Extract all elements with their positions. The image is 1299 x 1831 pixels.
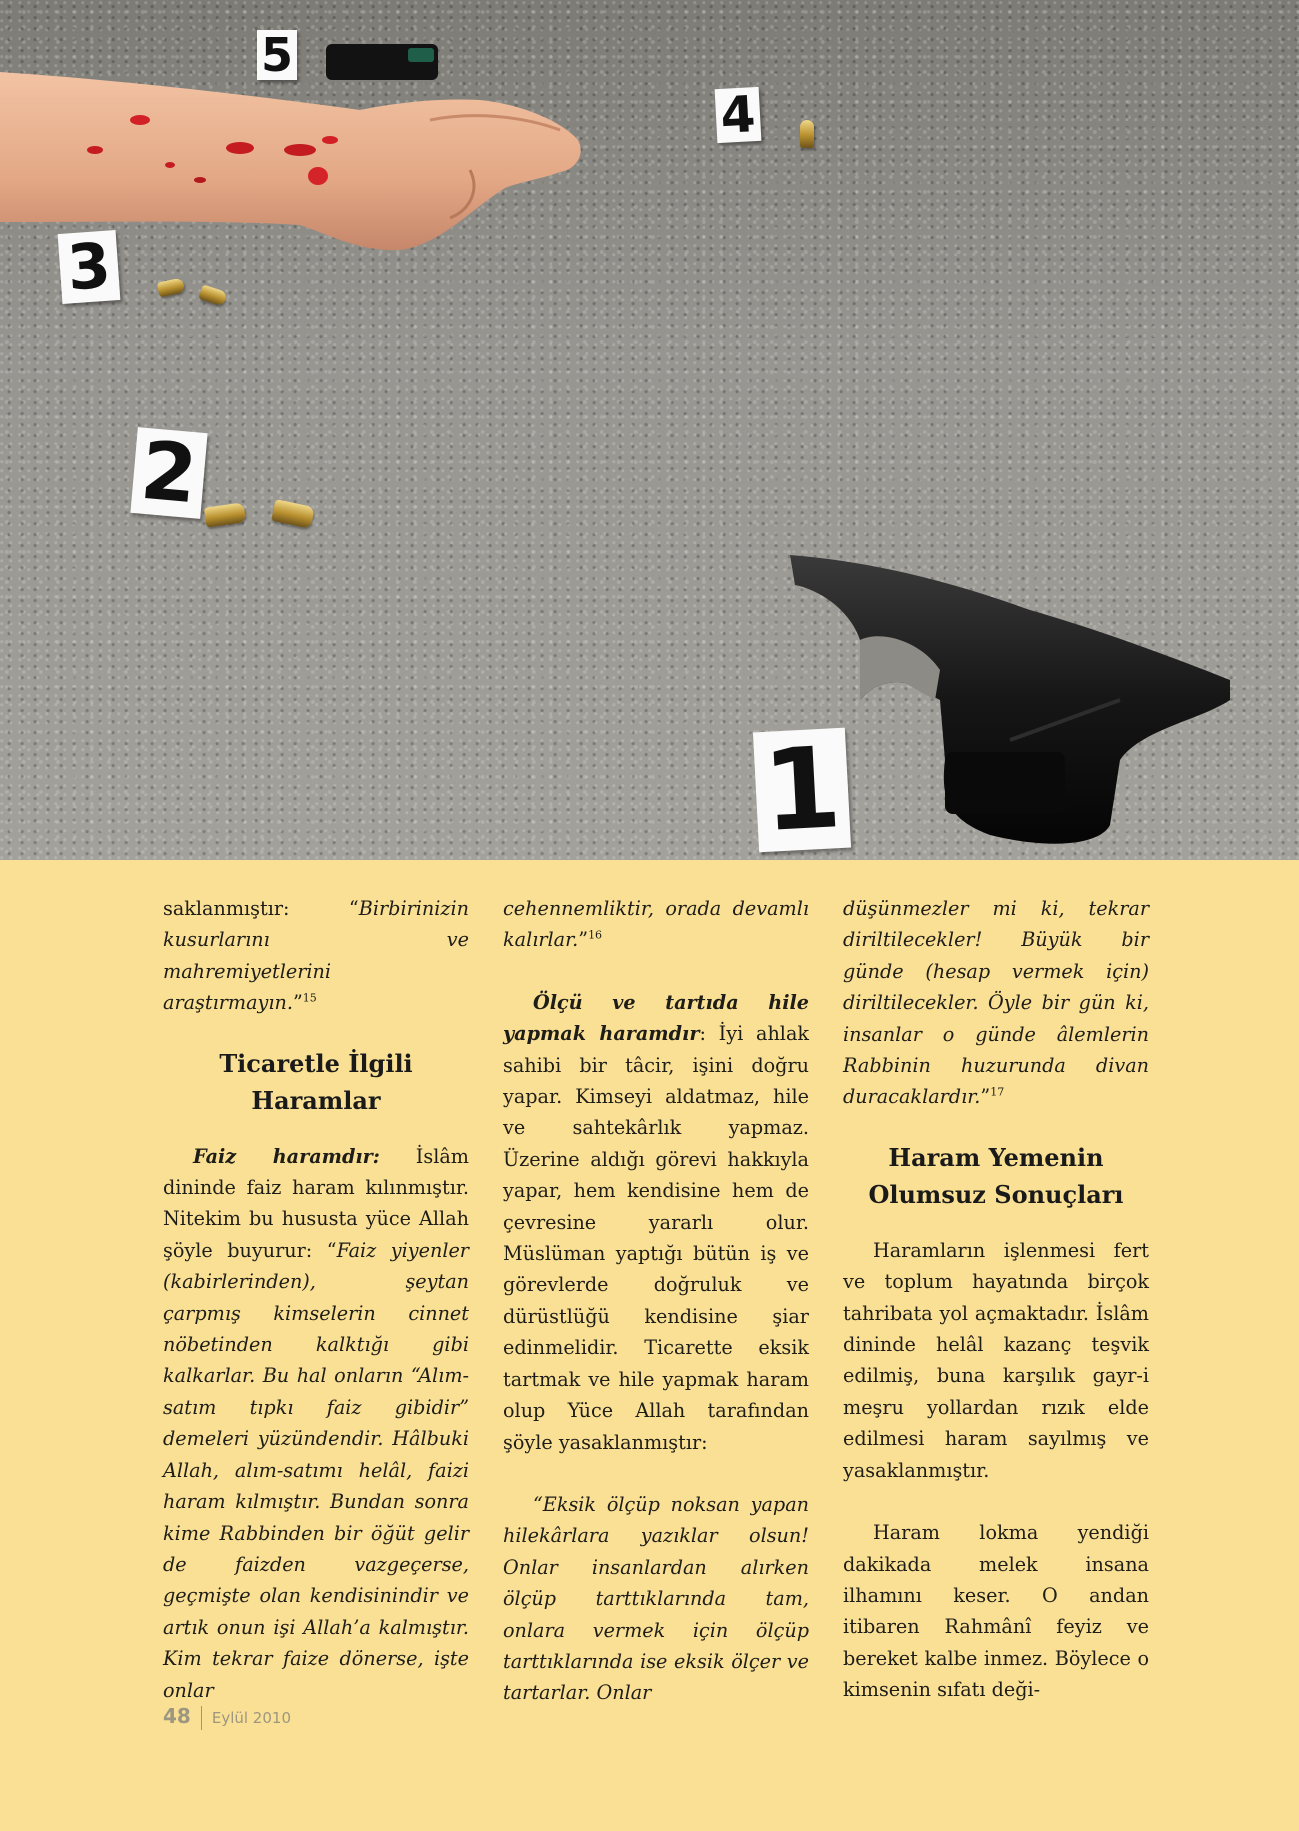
- section-heading: Haram Yemenin Olumsuz Sonuçları: [868, 1142, 1124, 1209]
- footnote-ref: 16: [588, 929, 603, 943]
- paragraph: Ölçü ve tartıda hile yapmak haramdır: İyi ahlak sahibi bir tâcir, işini doğru yapar. Kimseyi aldatmaz, hile ve sahtekârlık yapmaz. Üzerine aldığı görevi hakkıyla yapar, hem kendisine hem de çevresine yararlı olur. Müslüman yaptığı bütün iş ve görevlerde doğruluk ve dürüstlüğü kendisine şiar edinmelidir. Ticarette eksik tartmak ve hile yapmak haram olup Yüce Allah tarafından şöyle yasaklanmıştır:: [503, 990, 810, 1454]
- divider: [201, 1706, 202, 1730]
- footnote-ref: 15: [302, 991, 317, 1005]
- paragraph: Faiz haramdır: İslâm dininde faiz haram kılınmıştır. Nitekim bu hususta yüce Allah şöyle buyurur: “Faiz yiyenler (kabirlerinden), şeytan çarpmış kimselerin cinnet nöbetinden kalktığı gibi kalkarlar. Bu hal onların “Alım-satım tıpkı faiz gibidir” demeleri yüzündendir. Hâlbuki Allah, alım-satımı helâl, faizi haram kılmıştır. Bundan sonra kime Rabbinden bir öğüt gelir de faizden vazgeçerse, geçmişte olan kendisinindir ve artık onun işi Allah’a kalmıştır. Kim tekrar faize dönerse, işte onlar: [163, 1144, 470, 1702]
- arm: [0, 72, 581, 250]
- paragraph: cehennemliktir, orada devamlı kalırlar.”$^{16}$: [503, 897, 809, 952]
- column-1: [163, 893, 469, 1706]
- column-2: [503, 893, 809, 1709]
- section-heading: Ticaretle İlgili Haramlar: [219, 1048, 413, 1115]
- crime-scene-photo: [0, 0, 1299, 860]
- paragraph: Haramların işlenmesi fert ve toplum hayatında birçok tahribata yol açmaktadır. İslâm dininde helâl kazanç teşvik edilmiş, buna karşılık gayr-i meşru yollardan rızık elde edilmesi haram sayılmış ve yasaklanmıştır.: [843, 1238, 1149, 1482]
- paragraph: saklanmıştır: “Birbirinizin kusurlarını ve mahremiyetlerini araştırmayın.”$^{15}$: [163, 897, 469, 1015]
- evidence-marker-4: 4: [715, 87, 762, 143]
- article-body: [163, 893, 1149, 1705]
- page-number: 48: [163, 1704, 191, 1728]
- footnote-ref: 17: [990, 1086, 1005, 1100]
- issue-date: Eylül 2010: [211, 1709, 291, 1727]
- evidence-marker-1: 1: [753, 728, 851, 853]
- evidence-marker-5: 5: [257, 30, 297, 80]
- bullet-casing: [800, 120, 814, 148]
- column-3: [843, 893, 1149, 1706]
- handgun: [790, 555, 1230, 844]
- paragraph: düşünmezler mi ki, tekrar diriltilecekler! Büyük bir günde (hesap vermek için) diriltilecekler. Öyle bir gün ki, insanlar o günde âlemlerin Rabbinin huzurunda divan duracaklardır.”$^{17}$: [843, 897, 1149, 1109]
- evidence-marker-2: 2: [130, 427, 207, 519]
- page-footer: [163, 1704, 291, 1730]
- quote-paragraph: “Eksik ölçüp noksan yapan hilekârlara yazıklar olsun! Onlar insanlardan alırken ölçüp tarttıklarında tam, onlara vermek için ölçüp tarttıklarında ise eksik ölçer ve tartarlar. Onlar: [503, 1492, 809, 1705]
- evidence-marker-3: 3: [58, 230, 121, 304]
- paragraph: Haram lokma yendiği dakikada melek insana ilhamını keser. O andan itibaren Rahmânî feyiz ve bereket kalbe inmez. Böylece o kimsenin sıfatı deği-: [843, 1521, 1149, 1702]
